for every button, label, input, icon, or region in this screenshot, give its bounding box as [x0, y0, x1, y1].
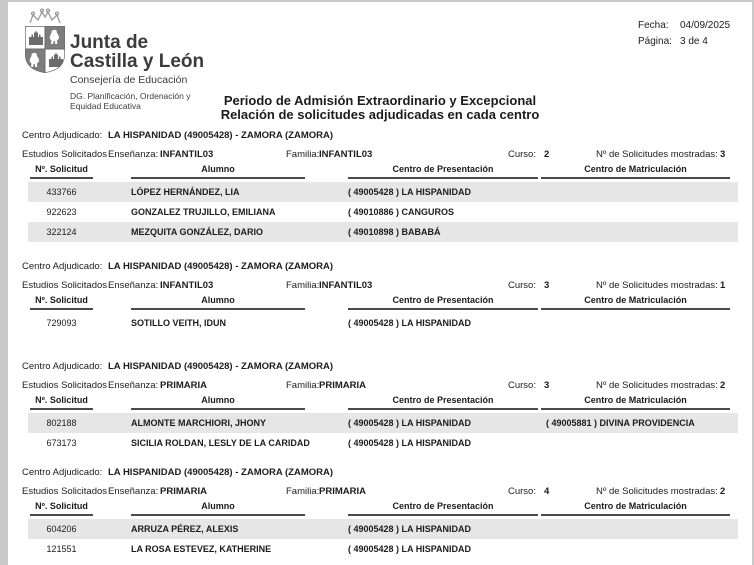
solicitudes-mostradas-value: 2	[720, 380, 726, 391]
cell-alumno: ALMONTE MARCHIORI, JHONY	[131, 418, 266, 428]
column-header-presentacion: Centro de Presentación	[348, 164, 538, 179]
curso-label: Curso:	[508, 380, 536, 391]
centro-adjudicado-value: LA HISPANIDAD (49005428) - ZAMORA (ZAMORA)	[108, 361, 334, 372]
column-header-solicitud: Nº. Solicitud	[30, 395, 93, 410]
solicitudes-mostradas-label: Nº de Solicitudes mostradas:	[596, 486, 718, 497]
table-row	[28, 539, 738, 559]
table-row	[28, 222, 738, 242]
ensenanza-label: Enseñanza:	[108, 380, 159, 391]
pagina-value: 3 de 4	[680, 36, 708, 47]
familia-label: Familia:	[286, 380, 320, 391]
column-header-alumno: Alumno	[131, 295, 305, 310]
table-row	[28, 313, 738, 333]
document-title-line2: Relación de solicitudes adjudicadas en cada centro	[220, 107, 540, 122]
curso-label: Curso:	[508, 280, 536, 291]
column-header-presentacion: Centro de Presentación	[348, 395, 538, 410]
pagina-label: Página:	[638, 36, 672, 47]
solicitudes-mostradas-label: Nº de Solicitudes mostradas:	[596, 280, 718, 291]
table-row	[28, 433, 738, 453]
solicitudes-mostradas-value: 1	[720, 280, 726, 291]
table-row	[28, 413, 738, 433]
cell-solicitud: 802188	[46, 418, 77, 428]
cell-alumno: SICILIA ROLDAN, LESLY DE LA CARIDAD	[131, 438, 310, 448]
estudios-solicitados-label: Estudios Solicitados	[22, 149, 108, 160]
familia-value: PRIMARIA	[319, 486, 366, 497]
column-header-matriculacion: Centro de Matriculación	[541, 501, 730, 516]
cell-solicitud: 922623	[46, 207, 77, 217]
column-header-alumno: Alumno	[131, 164, 305, 179]
brand-name-line1: Junta de	[70, 32, 149, 53]
column-header-solicitud: Nº. Solicitud	[30, 164, 93, 179]
cell-presentacion: ( 49005428 ) LA HISPANIDAD	[348, 544, 472, 554]
curso-label: Curso:	[508, 149, 536, 160]
curso-value: 3	[544, 280, 550, 291]
column-header-alumno: Alumno	[131, 501, 305, 516]
column-header-alumno: Alumno	[131, 395, 305, 410]
column-header-presentacion: Centro de Presentación	[348, 295, 538, 310]
table-header-row	[8, 295, 752, 311]
table-row	[28, 202, 738, 222]
ensenanza-label: Enseñanza:	[108, 149, 159, 160]
solicitudes-mostradas-label: Nº de Solicitudes mostradas:	[596, 380, 718, 391]
cell-presentacion: ( 49005428 ) LA HISPANIDAD	[348, 418, 472, 428]
ensenanza-value: PRIMARIA	[160, 380, 207, 391]
cell-alumno: GONZALEZ TRUJILLO, EMILIANA	[131, 207, 276, 217]
table-row	[28, 519, 738, 539]
ensenanza-value: PRIMARIA	[160, 486, 207, 497]
column-header-solicitud: Nº. Solicitud	[30, 295, 93, 310]
brand-department: Consejería de Educación	[70, 74, 188, 86]
centro-adjudicado-label: Centro Adjudicado:	[22, 361, 103, 372]
cell-presentacion: ( 49010898 ) BABABÁ	[348, 227, 441, 237]
cell-presentacion: ( 49005428 ) LA HISPANIDAD	[348, 524, 472, 534]
curso-label: Curso:	[508, 486, 536, 497]
centro-adjudicado-value: LA HISPANIDAD (49005428) - ZAMORA (ZAMORA)	[108, 130, 334, 141]
column-header-presentacion: Centro de Presentación	[348, 501, 538, 516]
solicitudes-mostradas-value: 3	[720, 149, 726, 160]
column-header-matriculacion: Centro de Matriculación	[541, 295, 730, 310]
centro-adjudicado-label: Centro Adjudicado:	[22, 261, 103, 272]
cell-presentacion: ( 49005428 ) LA HISPANIDAD	[348, 438, 472, 448]
familia-value: INFANTIL03	[319, 149, 373, 160]
centro-adjudicado-value: LA HISPANIDAD (49005428) - ZAMORA (ZAMORA)	[108, 261, 334, 272]
centro-adjudicado-label: Centro Adjudicado:	[22, 467, 103, 478]
fecha-value: 04/09/2025	[680, 20, 731, 31]
cell-alumno: LA ROSA ESTEVEZ, KATHERINE	[131, 544, 272, 554]
cell-presentacion: ( 49005428 ) LA HISPANIDAD	[348, 318, 472, 328]
cell-presentacion: ( 49010886 ) CANGUROS	[348, 207, 455, 217]
cell-solicitud: 322124	[46, 227, 77, 237]
table-body	[8, 413, 752, 453]
ensenanza-label: Enseñanza:	[108, 486, 159, 497]
table-body	[8, 182, 752, 242]
curso-value: 3	[544, 380, 550, 391]
cell-solicitud: 729093	[46, 318, 77, 328]
table-header-row	[8, 395, 752, 411]
document-page	[8, 2, 752, 565]
cell-alumno: LÓPEZ HERNÁNDEZ, LIA	[131, 187, 240, 197]
fecha-label: Fecha:	[638, 20, 669, 31]
cell-presentacion: ( 49005428 ) LA HISPANIDAD	[348, 187, 472, 197]
solicitudes-mostradas-value: 2	[720, 486, 726, 497]
table-header-row	[8, 501, 752, 517]
table-row	[28, 182, 738, 202]
estudios-solicitados-label: Estudios Solicitados	[22, 280, 108, 291]
familia-label: Familia:	[286, 486, 320, 497]
ensenanza-value: INFANTIL03	[160, 280, 214, 291]
document-title	[8, 94, 752, 122]
solicitudes-mostradas-label: Nº de Solicitudes mostradas:	[596, 149, 718, 160]
table-header-row	[8, 164, 752, 180]
curso-value: 4	[544, 486, 550, 497]
centro-adjudicado-label: Centro Adjudicado:	[22, 130, 103, 141]
document-title-line1: Periodo de Admisión Extraordinario y Excepcional	[223, 93, 537, 108]
familia-label: Familia:	[286, 149, 320, 160]
column-header-solicitud: Nº. Solicitud	[30, 501, 93, 516]
brand-name-line2: Castilla y León	[70, 51, 205, 72]
cell-alumno: MEZQUITA GONZÁLEZ, DARIO	[131, 227, 263, 237]
centro-adjudicado-value: LA HISPANIDAD (49005428) - ZAMORA (ZAMORA)	[108, 467, 334, 478]
cell-solicitud: 673173	[46, 438, 77, 448]
ensenanza-value: INFANTIL03	[160, 149, 214, 160]
ensenanza-label: Enseñanza:	[108, 280, 159, 291]
table-body	[8, 313, 752, 333]
junta-castilla-leon-crest-icon	[22, 8, 68, 74]
column-header-matriculacion: Centro de Matriculación	[541, 164, 730, 179]
curso-value: 2	[544, 149, 550, 160]
familia-value: INFANTIL03	[319, 280, 373, 291]
familia-value: PRIMARIA	[319, 380, 366, 391]
cell-matriculacion: ( 49005881 ) DIVINA PROVIDENCIA	[546, 418, 695, 428]
estudios-solicitados-label: Estudios Solicitados	[22, 486, 108, 497]
table-body	[8, 519, 752, 559]
brand-subdepartment: DG. Planificación, Ordenación y Equidad Educativa	[70, 90, 191, 111]
cell-solicitud: 433766	[46, 187, 77, 197]
estudios-solicitados-label: Estudios Solicitados	[22, 380, 108, 391]
familia-label: Familia:	[286, 280, 320, 291]
cell-alumno: SOTILLO VEITH, IDUN	[131, 318, 227, 328]
column-header-matriculacion: Centro de Matriculación	[541, 395, 730, 410]
cell-solicitud: 121551	[46, 544, 77, 554]
cell-alumno: ARRUZA PÉREZ, ALEXIS	[131, 524, 239, 534]
cell-solicitud: 604206	[46, 524, 77, 534]
document-meta	[638, 20, 730, 52]
